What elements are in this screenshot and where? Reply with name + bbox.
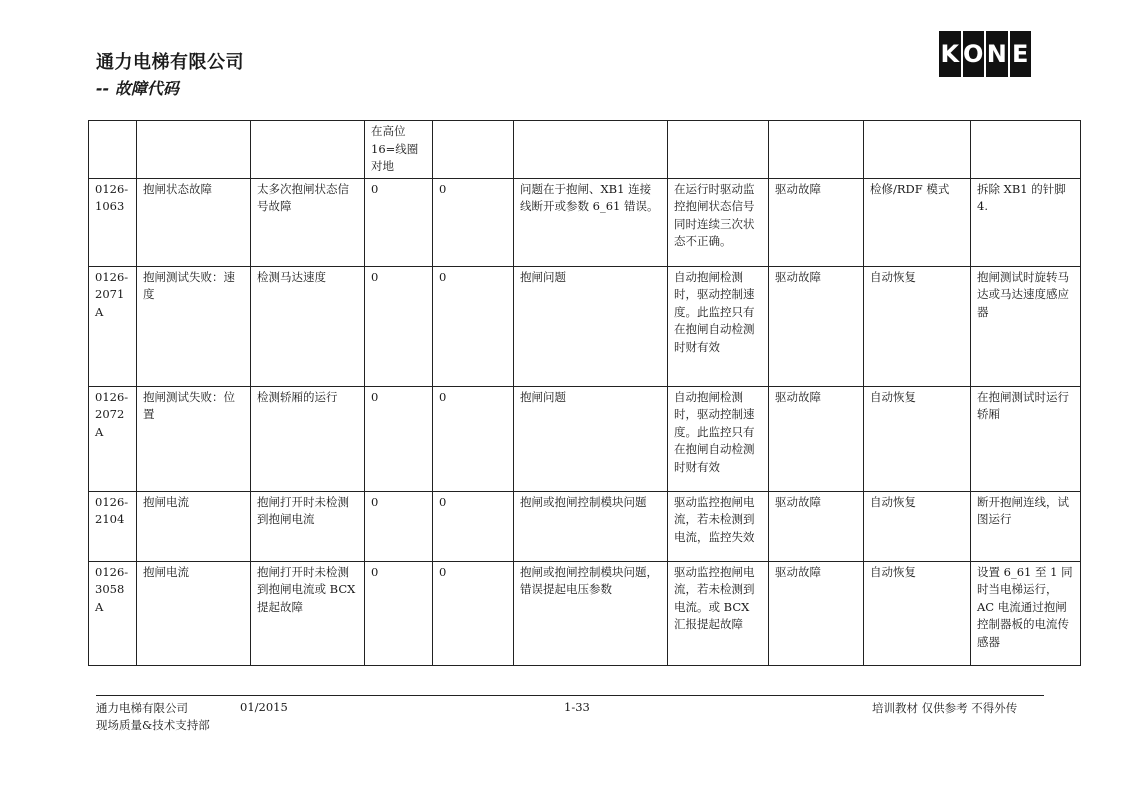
cell-action: 拆除 XB1 的针脚 4.	[971, 178, 1081, 266]
cell-fault-name: 抱闸电流	[137, 561, 251, 665]
cell-description: 抱闸打开时未检测到抱闸电流	[251, 491, 365, 561]
cell-value-a: 0	[365, 561, 433, 665]
page-number: 1-33	[564, 700, 590, 714]
company-title: 通力电梯有限公司	[96, 52, 244, 73]
cell-fault-name: 抱闸状态故障	[137, 178, 251, 266]
cell-value-b: 0	[433, 491, 514, 561]
cell-monitoring: 驱动监控抱闸电流，若未检测到电流，监控失效	[668, 491, 769, 561]
cell-fault-type: 驱动故障	[769, 386, 864, 491]
cell-fault-type: 驱动故障	[769, 491, 864, 561]
cell-fault-code: 0126-2104	[89, 491, 137, 561]
cell-action: 抱闸测试时旋转马达或马达速度感应器	[971, 266, 1081, 386]
cell-action: 断开抱闸连线，试图运行	[971, 491, 1081, 561]
cell-recovery: 自动恢复	[864, 386, 971, 491]
cell-fault-code: 0126-1063	[89, 178, 137, 266]
logo-letter: E	[1010, 31, 1032, 77]
cell-value-b: 0	[433, 178, 514, 266]
footer-company: 通力电梯有限公司	[96, 701, 188, 715]
cell-value-b: 0	[433, 266, 514, 386]
logo-letter: N	[986, 31, 1008, 77]
cell-recovery: 自动恢复	[864, 266, 971, 386]
cell-value-a: 0	[365, 266, 433, 386]
logo-letter: K	[939, 31, 961, 77]
cell-value-b	[433, 121, 514, 179]
kone-logo	[939, 31, 1031, 77]
cell-cause: 问题在于抱闸、XB1 连接线断开或参数 6_61 错误。	[514, 178, 668, 266]
cell-cause: 抱闸或抱闸控制模块问题	[514, 491, 668, 561]
logo-letter: O	[963, 31, 985, 77]
fault-code-table	[88, 120, 1081, 666]
cell-fault-name: 抱闸测试失败：速度	[137, 266, 251, 386]
cell-fault-name	[137, 121, 251, 179]
cell-recovery: 自动恢复	[864, 561, 971, 665]
cell-monitoring	[668, 121, 769, 179]
cell-cause: 抱闸问题	[514, 266, 668, 386]
cell-cause: 抱闸问题	[514, 386, 668, 491]
cell-cause	[514, 121, 668, 179]
cell-value-a: 0	[365, 491, 433, 561]
table-row	[89, 266, 1081, 386]
cell-description: 检测轿厢的运行	[251, 386, 365, 491]
cell-action	[971, 121, 1081, 179]
cell-fault-name: 抱闸测试失败：位置	[137, 386, 251, 491]
footer-divider	[96, 695, 1044, 696]
cell-action: 在抱闸测试时运行轿厢	[971, 386, 1081, 491]
table-row	[89, 491, 1081, 561]
document-subtitle: -- 故障代码	[96, 79, 179, 98]
cell-recovery: 检修/RDF 模式	[864, 178, 971, 266]
cell-fault-code: 0126-2071A	[89, 266, 137, 386]
cell-fault-code	[89, 121, 137, 179]
cell-description: 太多次抱闸状态信号故障	[251, 178, 365, 266]
cell-fault-type: 驱动故障	[769, 561, 864, 665]
footer-notice: 培训教材 仅供参考 不得外传	[872, 701, 1018, 715]
cell-value-b: 0	[433, 561, 514, 665]
cell-fault-code: 0126-3058A	[89, 561, 137, 665]
cell-monitoring: 自动抱闸检测时，驱动控制速度。此监控只有在抱闸自动检测时财有效	[668, 386, 769, 491]
cell-fault-name: 抱闸电流	[137, 491, 251, 561]
cell-monitoring: 驱动监控抱闸电流，若未检测到电流。或 BCX 汇报提起故障	[668, 561, 769, 665]
cell-monitoring: 自动抱闸检测时，驱动控制速度。此监控只有在抱闸自动检测时财有效	[668, 266, 769, 386]
cell-monitoring: 在运行时驱动监控抱闸状态信号同时连续三次状态不正确。	[668, 178, 769, 266]
cell-value-b: 0	[433, 386, 514, 491]
cell-recovery: 自动恢复	[864, 491, 971, 561]
footer-date: 01/2015	[240, 700, 288, 714]
cell-cause: 抱闸或抱闸控制模块问题，错误提起电压参数	[514, 561, 668, 665]
cell-description: 检测马达速度	[251, 266, 365, 386]
cell-description: 抱闸打开时未检测到抱闸电流或 BCX 提起故障	[251, 561, 365, 665]
cell-recovery	[864, 121, 971, 179]
cell-description	[251, 121, 365, 179]
cell-action: 设置 6_61 至 1 同时当电梯运行，AC 电流通过抱闸控制器板的电流传感器	[971, 561, 1081, 665]
cell-fault-type: 驱动故障	[769, 266, 864, 386]
table-row	[89, 561, 1081, 665]
table-row	[89, 121, 1081, 179]
cell-fault-type: 驱动故障	[769, 178, 864, 266]
footer-department: 现场质量&技术支持部	[96, 718, 210, 732]
table-body	[89, 121, 1081, 666]
cell-value-a: 0	[365, 178, 433, 266]
cell-fault-type	[769, 121, 864, 179]
table-row	[89, 178, 1081, 266]
table-row	[89, 386, 1081, 491]
cell-value-a: 0	[365, 386, 433, 491]
cell-fault-code: 0126-2072A	[89, 386, 137, 491]
cell-value-a: 在高位16=线圈对地	[365, 121, 433, 179]
